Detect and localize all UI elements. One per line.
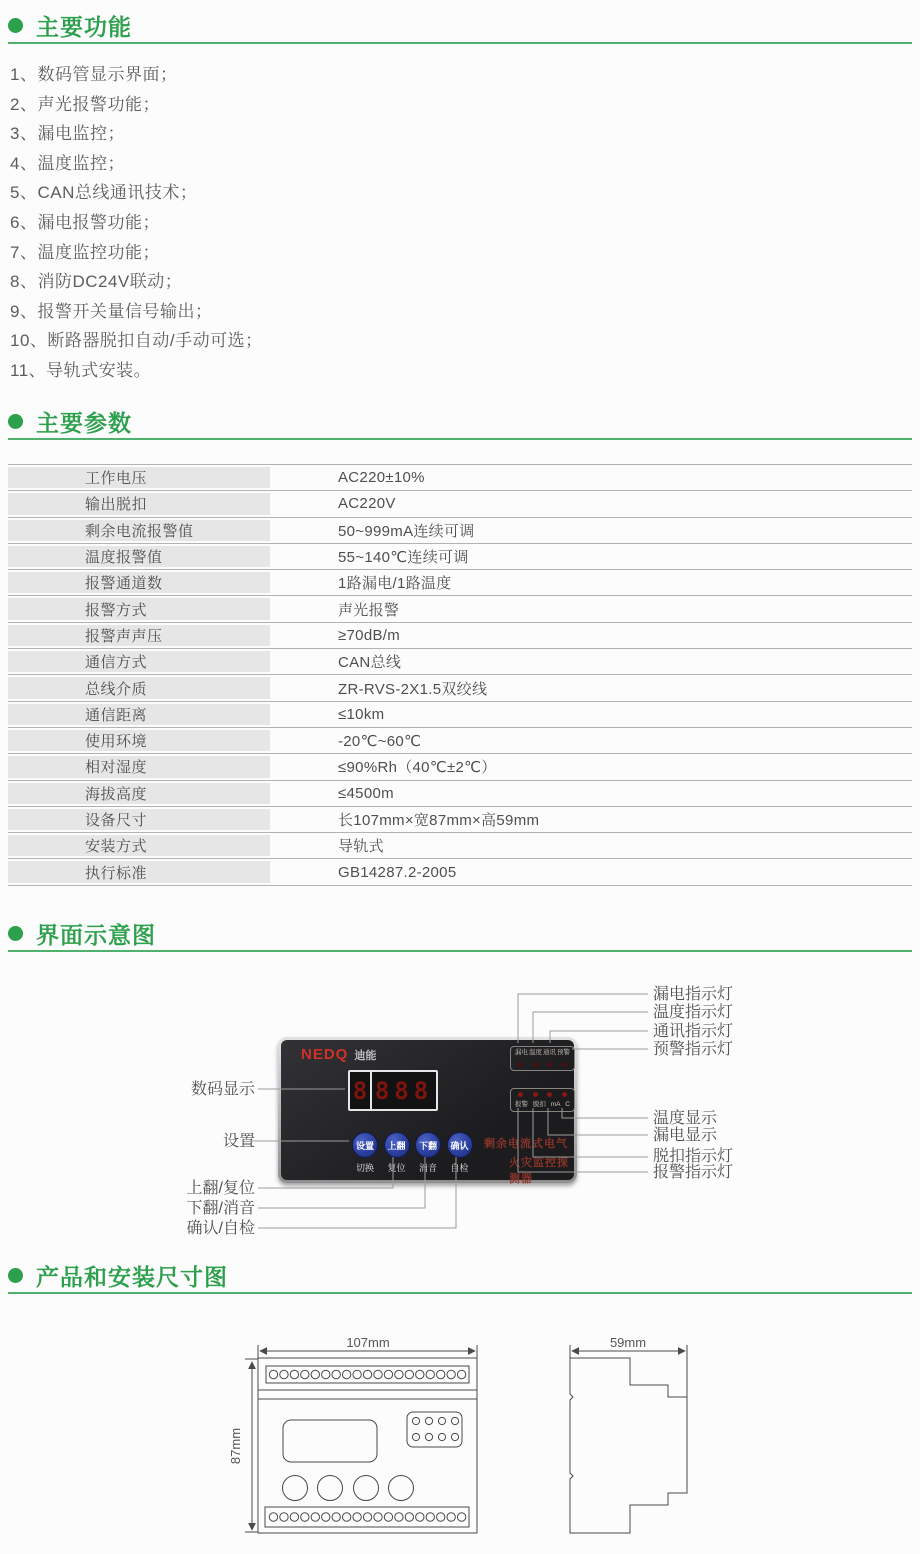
display-digit-left: 8 [350, 1072, 372, 1109]
table-row [8, 570, 912, 596]
device-button: 确认 [447, 1132, 473, 1158]
function-item: 7、温度监控功能； [10, 242, 160, 262]
param-value: ≥70dB/m [338, 626, 401, 644]
table-row [8, 781, 912, 807]
led-label: 温度 [529, 1049, 542, 1056]
device-button-sublabels [352, 1161, 473, 1174]
function-item: 5、CAN总线通讯技术； [10, 183, 198, 203]
function-item: 11、导轨式安装。 [10, 360, 152, 380]
depth-dimension-label: 59mm [609, 1335, 647, 1350]
led-label: 漏电 [515, 1049, 528, 1056]
device-button: 下翻 [415, 1132, 441, 1158]
section-header-interface [8, 916, 912, 952]
table-row [8, 649, 912, 675]
param-label: 相对湿度 [8, 756, 270, 777]
device-button: 设置 [352, 1132, 378, 1158]
param-value: CAN总线 [338, 654, 402, 672]
brand-name-en: NEDQ [301, 1046, 349, 1063]
indicator-dots-top [515, 1062, 570, 1067]
led-icon [518, 1062, 523, 1067]
indicator-labels-top [515, 1050, 570, 1057]
table-row [8, 728, 912, 754]
led-label: 报警 [515, 1100, 528, 1108]
function-item: 6、漏电报警功能； [10, 212, 160, 232]
callout-label-prewarn-led: 预警指示灯 [653, 1041, 734, 1058]
param-label: 总线介质 [8, 677, 270, 698]
table-row [8, 833, 912, 859]
param-value: ZR-RVS-2X1.5双绞线 [338, 680, 488, 698]
function-item: 3、漏电监控； [10, 124, 125, 144]
device-button-sublabel: 自检 [450, 1163, 469, 1173]
led-icon [562, 1092, 567, 1097]
brand-logo [301, 1046, 376, 1063]
function-item: 8、消防DC24V联动； [10, 272, 183, 292]
param-value: 55~140℃连续可调 [338, 549, 469, 567]
callout-label-leakage-led: 漏电指示灯 [653, 986, 734, 1003]
bullet-icon [8, 18, 23, 33]
callout-label-down-mute: 下翻/消音 [186, 1200, 255, 1217]
function-item: 1、数码管显示界面； [10, 65, 178, 84]
callout-label-comm-led: 通讯指示灯 [653, 1023, 734, 1040]
param-label: 海拔高度 [8, 783, 270, 804]
indicator-panel-bottom [510, 1088, 575, 1112]
led-label: C [565, 1100, 570, 1108]
table-row [8, 623, 912, 649]
param-value: 长107mm×宽87mm×高59mm [338, 812, 540, 829]
product-name-line2: 火灾监控探测器 [509, 1157, 569, 1185]
led-icon [533, 1092, 538, 1097]
section-title-parameters: 主要参数 [36, 409, 132, 436]
param-label: 通信方式 [8, 651, 270, 672]
product-name-line1: 剩余电流式电气 [484, 1138, 568, 1150]
param-value: AC220V [338, 495, 396, 513]
callout-label-leakage-display: 漏电显示 [653, 1127, 718, 1144]
param-label: 温度报警值 [8, 546, 270, 567]
callout-label-confirm-selftest: 确认/自检 [186, 1220, 255, 1237]
param-value: 声光报警 [338, 601, 400, 619]
param-label: 安装方式 [8, 835, 270, 856]
display-digits-right: 888 [374, 1076, 434, 1105]
function-item: 2、声光报警功能； [10, 94, 160, 114]
led-label: 通讯 [543, 1049, 556, 1056]
callout-label-alarm-led: 报警指示灯 [653, 1164, 734, 1181]
section-title-functions: 主要功能 [36, 13, 132, 40]
led-icon [547, 1062, 552, 1067]
table-row [8, 491, 912, 517]
callout-label-display: 数码显示 [190, 1081, 255, 1098]
device-button-sublabel: 复位 [387, 1163, 406, 1173]
section-title-dimensions: 产品和安装尺寸图 [36, 1263, 228, 1290]
param-label: 剩余电流报警值 [8, 520, 270, 541]
section-header-dimensions [8, 1258, 912, 1294]
param-value: 1路漏电/1路温度 [338, 575, 452, 593]
width-dimension-label: 107mm [346, 1335, 390, 1350]
table-row [8, 807, 912, 833]
param-value: ≤90%Rh（40℃±2℃） [338, 759, 497, 777]
bullet-icon [8, 926, 23, 941]
function-item: 10、断路器脱扣自动/手动可选； [10, 331, 263, 351]
param-label: 使用环境 [8, 730, 270, 751]
section-header-parameters [8, 404, 912, 440]
callout-label-set: 设置 [222, 1133, 255, 1150]
brand-name-cn: 迪能 [354, 1050, 377, 1062]
indicator-labels-bottom [515, 1102, 570, 1109]
param-value: GB14287.2-2005 [338, 863, 457, 881]
callout-label-temp-led: 温度指示灯 [653, 1004, 734, 1021]
height-dimension-label: 87mm [228, 1427, 243, 1465]
front-view-drawing [258, 1358, 477, 1533]
led-icon [562, 1062, 567, 1067]
parameters-table [8, 464, 912, 886]
indicator-panel-top [510, 1046, 575, 1071]
table-row [8, 596, 912, 622]
led-label: mA [550, 1100, 561, 1108]
param-value: 导轨式 [338, 838, 384, 856]
param-label: 工作电压 [8, 467, 270, 488]
bullet-icon [8, 1268, 23, 1283]
param-value: 50~999mA连续可调 [338, 522, 475, 540]
param-value: AC220±10% [338, 469, 425, 487]
param-label: 报警声声压 [8, 625, 270, 646]
table-row [8, 859, 912, 885]
digital-display [348, 1070, 438, 1111]
param-label: 执行标准 [8, 861, 270, 882]
section-title-interface: 界面示意图 [36, 921, 156, 948]
table-row [8, 675, 912, 701]
callout-label-trip-led: 脱扣指示灯 [653, 1148, 734, 1165]
section-header-functions [8, 8, 912, 44]
function-item: 4、温度监控； [10, 153, 125, 173]
led-icon [518, 1092, 523, 1097]
device-panel [278, 1037, 577, 1183]
device-buttons [352, 1132, 473, 1158]
param-label: 通信距离 [8, 704, 270, 725]
callout-label-up-reset: 上翻/复位 [186, 1180, 255, 1197]
table-row [8, 544, 912, 570]
device-button: 上翻 [384, 1132, 410, 1158]
device-button-sublabel: 消音 [418, 1163, 437, 1173]
table-row [8, 465, 912, 491]
callout-label-temp-display: 温度显示 [653, 1110, 718, 1127]
param-label: 输出脱扣 [8, 493, 270, 514]
device-face [281, 1040, 574, 1185]
dimension-lines [245, 1345, 687, 1532]
param-value: ≤4500m [338, 784, 394, 802]
param-value: -20℃~60℃ [338, 732, 422, 750]
param-value: ≤10km [338, 705, 385, 723]
table-row [8, 754, 912, 780]
side-view-drawing [570, 1358, 687, 1533]
param-label: 设备尺寸 [8, 809, 270, 830]
param-label: 报警通道数 [8, 572, 270, 593]
indicator-dots-bottom [515, 1092, 570, 1097]
led-label: 脱扣 [532, 1100, 546, 1108]
param-label: 报警方式 [8, 598, 270, 619]
led-icon [547, 1092, 552, 1097]
function-item: 9、报警开关量信号输出； [10, 301, 213, 321]
bullet-icon [8, 414, 23, 429]
table-row [8, 518, 912, 544]
table-row [8, 702, 912, 728]
led-icon [533, 1062, 538, 1067]
led-label: 预警 [557, 1049, 570, 1056]
functions-list [10, 60, 890, 386]
device-button-sublabel: 切换 [355, 1163, 374, 1173]
